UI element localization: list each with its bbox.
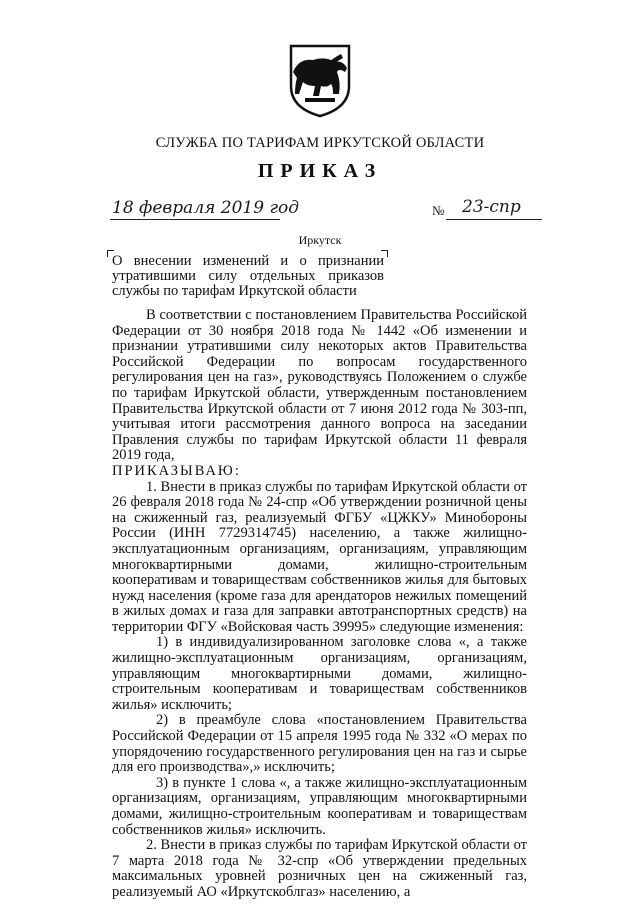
number-label: № <box>432 203 445 218</box>
item-1-2-paragraph: 2) в преамбуле слова «постановлением Правительства Российской Федерации от 15 апреля 1995 года № 332 «О мерах по упорядочению государственного регулирования цен на газ и сырье для его производства»,» исключить; <box>112 712 527 776</box>
irkutsk-coat-of-arms-icon <box>287 42 353 118</box>
city-name: Иркутск <box>298 233 342 247</box>
subject-line: утратившими силу отдельных приказов <box>112 268 384 284</box>
subject-block <box>112 254 384 299</box>
date-underline <box>110 219 280 220</box>
preamble-paragraph: В соответствии с постановлением Правительства Российской Федерации от 30 ноября 2018 года № 1442 «Об изменении и признании утратившими силу некоторых актов Правительства Российской Федерации по вопросам государственного регулирования цен на газ», руководствуясь Положением о службе по тарифам Иркутской области, утвержденным постановлением Правительства Иркутской области от 7 июня 2012 года № 303-пп, учитывая итоги рассмотрения данного вопроса на заседании Правления службы по тарифам Иркутской области 11 февраля 2019 года, <box>112 307 527 464</box>
item-1-1-paragraph: 1) в индивидуализированном заголовке слова «, а также жилищно-эксплуатационным организациям, организациям, управляющим многоквартирными домами, жилищно-строительным кооперативам и товариществам собственников жилья» исключить; <box>112 634 527 713</box>
document-type-title: ПРИКАЗ <box>257 160 383 182</box>
item-2-paragraph: 2. Внести в приказ службы по тарифам Иркутской области от 7 марта 2018 года № 32-спр «Об утверждении предельных максимальных уровней розничных цен на сжиженный газ, реализуемый АО «Иркутскоблгаз» населению, а <box>112 837 527 900</box>
subject-line: службы по тарифам Иркутской области <box>112 283 357 299</box>
number-underline <box>446 219 542 220</box>
item-1-paragraph: 1. Внести в приказ службы по тарифам Иркутской области от 26 февраля 2018 года № 24-спр «Об утверждении розничной цены на сжиженный газ, реализуемый ФГБУ «ЦЖКУ» Минобороны России (ИНН 7729314745) населению, а также жилищно-эксплуатационным организациям, организациям, управляющим многоквартирными домами, жилищно-строительным кооперативам и товариществам собственников жилья для бытовых нужд населения (кроме газа для арендаторов нежилых помещений в жилых домах и газа для заправки автотранспортных средств) на территории ФГУ «Войсковая часть 39995» следующие изменения: <box>112 478 527 635</box>
agency-name: СЛУЖБА ПО ТАРИФАМ ИРКУТСКОЙ ОБЛАСТИ <box>155 135 485 151</box>
item-1-3-paragraph: 3) в пункте 1 слова «, а также жилищно-эксплуатационным организациям, организациям, управляющим многоквартирными домами, жилищно-строительным кооперативам и товариществам собственников жилья» исключить. <box>112 774 527 838</box>
subject-line: О внесении изменений и о признании <box>112 253 384 269</box>
order-word: ПРИКАЗЫВАЮ: <box>112 462 241 479</box>
document-body <box>112 308 527 901</box>
document-date: 18 февраля 2019 год <box>112 198 300 218</box>
document-number: 23-спр <box>462 197 521 217</box>
